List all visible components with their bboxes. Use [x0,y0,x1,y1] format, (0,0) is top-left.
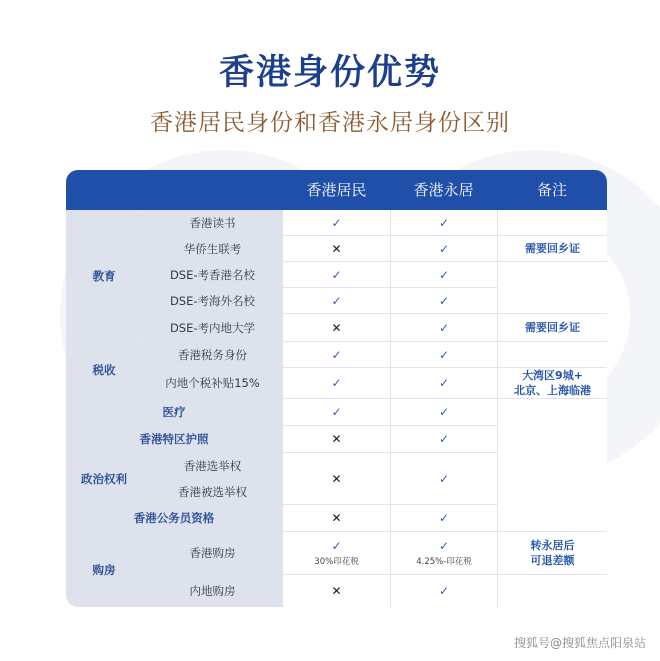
header-permanent: 香港永居 [413,181,474,199]
resident-dse-hk [283,262,390,287]
permanent-reading [391,210,497,235]
note-empty [498,399,607,531]
check-icon: ✓ [438,293,450,308]
permanent-overseas-exam [391,236,497,261]
resident-reading [283,210,390,235]
cross-icon: ✕ [331,241,342,256]
check-icon: ✓ [331,405,342,419]
note-greater-bay-line2: 北京、上海临港 [514,384,591,397]
note-permanent-refund [498,532,607,574]
check-icon: ✓ [331,293,342,308]
permanent-passport [391,426,497,452]
check-icon: ✓ [438,432,450,446]
cross-icon: ✕ [331,584,342,598]
resident-passport [283,426,390,452]
check-icon: ✓ [331,215,342,230]
permanent-dse-abroad [391,288,497,313]
subitem-dse-abroad: DSE-考海外名校 [143,288,282,313]
note-hometown-permit: 需要回乡证 [498,314,607,341]
header-notes: 备注 [536,181,567,199]
resident-politics [283,453,390,504]
subitem-dse-mainland: DSE-考内地大学 [143,314,282,341]
note-hometown-permit: 需要回乡证 [498,236,607,261]
permanent-tax-id [391,342,497,367]
subitem-mainland-house: 内地购房 [143,575,282,607]
cross-icon: ✕ [331,320,342,335]
subitem-reading: 香港读书 [143,210,282,235]
table-header [66,170,607,210]
check-icon: ✓ [438,539,450,553]
note-empty [498,262,607,313]
header-resident: 香港居民 [306,181,367,199]
check-icon: ✓ [438,471,450,486]
subitem-vote: 香港选举权 [143,453,282,478]
resident-dse-mainland [283,314,390,341]
resident-tax-id [283,342,390,367]
stamp-duty-resident: 30%印花税 [314,557,359,567]
category-passport: 香港特区护照 [66,426,282,452]
check-icon: ✓ [438,511,450,525]
note-greater-bay [498,368,607,398]
resident-medical [283,399,390,425]
resident-dse-abroad [283,288,390,313]
resident-hk-house [283,532,390,574]
category-education: 教育 [66,210,142,341]
check-icon: ✓ [438,405,450,419]
category-politics: 政治权利 [66,453,142,504]
subitem-overseas-exam: 华侨生联考 [143,236,282,261]
note-empty [498,575,607,607]
subitem-tax-id: 香港税务身份 [143,342,282,367]
subitem-subsidy: 内地个税补贴15% [143,368,282,398]
resident-mainland-house [283,575,390,607]
category-medical: 医疗 [66,399,282,425]
check-icon: ✓ [438,584,450,598]
resident-subsidy [283,368,390,398]
note-empty [498,342,607,367]
check-icon: ✓ [438,267,450,282]
permanent-medical [391,399,497,425]
check-icon: ✓ [331,376,342,390]
check-icon: ✓ [438,215,450,230]
check-icon: ✓ [331,539,342,553]
note-greater-bay-line1: 大湾区9城+ [522,369,583,382]
note-refund-line1: 转永居后 [530,539,575,552]
permanent-mainland-house [391,575,497,607]
permanent-subsidy [391,368,497,398]
cross-icon: ✕ [331,471,342,486]
check-icon: ✓ [438,241,450,256]
source-watermark: 搜狐号@搜狐焦点阳泉站 [513,636,646,650]
resident-civil-service [283,505,390,531]
check-icon: ✓ [438,376,450,390]
cross-icon: ✕ [331,511,342,525]
category-housing: 购房 [66,532,142,607]
permanent-politics [391,453,497,504]
permanent-civil-service [391,505,497,531]
permanent-dse-hk [391,262,497,287]
check-icon: ✓ [438,320,450,335]
category-civil-service: 香港公务员资格 [66,505,282,531]
page-title: 香港身份优势 [218,53,441,93]
subitem-elected: 香港被选举权 [143,479,282,504]
note-empty [498,210,607,235]
check-icon: ✓ [438,347,450,362]
stamp-duty-permanent: 4.25%-印花税 [416,557,472,567]
check-icon: ✓ [331,347,342,362]
permanent-hk-house [391,532,497,574]
check-icon: ✓ [331,267,342,282]
resident-overseas-exam [283,236,390,261]
subitem-hk-house: 香港购房 [143,532,282,574]
note-refund-line2: 可退差额 [530,554,575,567]
category-tax: 税收 [66,342,142,398]
permanent-dse-mainland [391,314,497,341]
subitem-dse-hk: DSE-考香港名校 [143,262,282,287]
comparison-table [66,170,607,607]
page-subtitle: 香港居民身份和香港永居身份区别 [150,110,510,136]
cross-icon: ✕ [331,432,342,446]
